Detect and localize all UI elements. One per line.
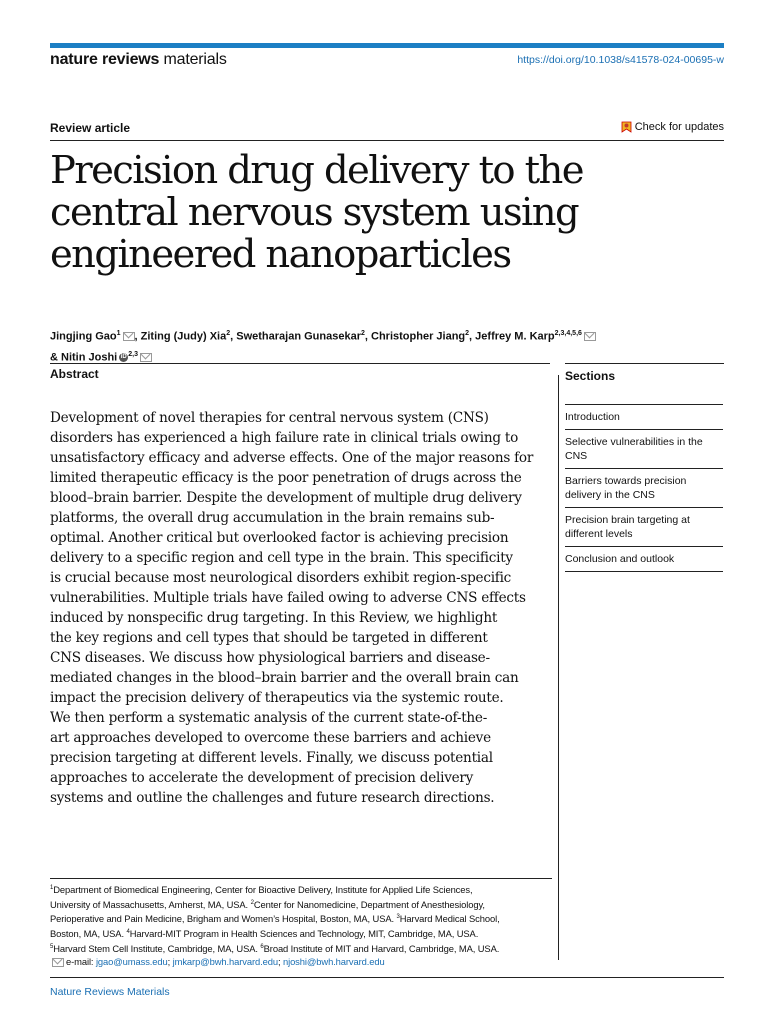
email-line: e-mail: jgao@umass.edu; jmkarp@bwh.harvard.edu; njoshi@bwh.harvard.edu (50, 955, 555, 969)
author-separator: , (469, 330, 476, 343)
author-name[interactable]: Ziting (Judy) Xia (140, 330, 227, 343)
author-list (50, 325, 670, 366)
mail-icon[interactable] (123, 332, 135, 341)
abstract-line: Development of novel therapies for central nervous system (CNS) (50, 410, 489, 426)
section-link[interactable]: Precision brain targeting at different levels (565, 508, 723, 547)
journal-name-light: materials (159, 51, 227, 68)
author-affiliation-marker: 2 (226, 330, 231, 337)
mail-icon[interactable] (140, 353, 152, 362)
author-name[interactable]: Christopher Jiang (371, 330, 466, 343)
abstract-line: delivery to a specific region and cell type in the brain. This specificity (50, 550, 513, 566)
abstract-line: We then perform a systematic analysis of the current state-of-the- (50, 710, 488, 726)
email-link-gao[interactable]: jgao@umass.edu (95, 956, 168, 968)
mail-icon[interactable] (584, 332, 596, 341)
abstract-line: approaches to accelerate the development of precision delivery (50, 770, 474, 786)
abstract-line: mediated changes in the blood–brain barrier and the overall brain can (50, 670, 519, 686)
sections-divider (565, 363, 724, 364)
footer-journal-name[interactable]: Nature Reviews Materials (50, 986, 170, 998)
article-title (50, 150, 720, 276)
affiliation-line-3: Perioperative and Pain Medicine, Brigham and Women’s Hospital, Boston, MA, USA. $^3$Harvard Medical School, (50, 913, 500, 925)
title-line: engineered nanoparticles (50, 232, 511, 277)
abstract-line: CNS diseases. We discuss how physiological barriers and disease- (50, 650, 490, 666)
email-link-karp[interactable]: jmkarp@bwh.harvard.edu (172, 956, 278, 968)
author-separator: & (50, 351, 61, 364)
mail-icon (52, 958, 64, 967)
check-for-updates-button[interactable] (621, 121, 724, 133)
abstract-line: precision targeting at different levels. Finally, we discuss potential (50, 750, 493, 766)
email-link-joshi[interactable]: njoshi@bwh.harvard.edu (282, 956, 385, 968)
affiliations-divider (50, 878, 552, 879)
journal-color-bar (50, 43, 724, 48)
abstract-heading: Abstract (50, 367, 99, 381)
sections-heading: Sections (565, 369, 616, 383)
affiliation-line-5: $^5$Harvard Stem Cell Institute, Cambridge, MA, USA. $^6$Broad Institute of MIT and Harvard, Cambridge, MA, USA. (50, 942, 500, 954)
author-affiliation-marker: 1 (116, 330, 121, 337)
abstract-line: platforms, the overall drug accumulation in the brain remains sub- (50, 510, 495, 526)
author-affiliation-marker: 2,3 (128, 350, 138, 358)
affiliations (50, 882, 555, 969)
article-type: Review article (50, 121, 131, 135)
affiliation-line-2: University of Massachusetts, Amherst, MA, USA. $^2$Center for Nanomedicine, Department of Anesthesiology, (50, 898, 485, 910)
abstract-text (50, 408, 555, 808)
author-affiliation-marker: 2 (465, 330, 470, 337)
section-link[interactable]: Introduction (565, 405, 723, 430)
journal-name-bold: nature reviews (50, 51, 160, 68)
author-name[interactable]: Jingjing Gao (50, 330, 117, 343)
abstract-line: the key regions and cell types that should be targeted in different (50, 630, 488, 646)
bookmark-update-icon (621, 121, 632, 133)
abstract-line: vulnerabilities. Multiple trials have failed owing to adverse CNS effects (50, 590, 526, 606)
affiliation-line-4: Boston, MA, USA. $^4$Harvard-MIT Program in Health Sciences and Technology, MIT, Cambridge, MA, USA. (50, 928, 479, 939)
abstract-line: blood–brain barrier. Despite the development of multiple drug delivery (50, 490, 522, 506)
header-divider (50, 140, 724, 141)
abstract-line: induced by nonspecific drug targeting. In this Review, we highlight (50, 610, 498, 626)
abstract-line: limited therapeutic efficacy is the poor penetration of drugs across the (50, 470, 522, 486)
author-name[interactable]: Jeffrey M. Karp (475, 330, 555, 343)
column-divider (558, 375, 559, 960)
abstract-line: unsatisfactory efficacy and adverse effects. One of the major reasons for (50, 450, 534, 466)
abstract-line: disorders has experienced a high failure rate in clinical trials owing to (50, 430, 518, 446)
orcid-icon[interactable]: iD (120, 353, 127, 360)
footer-divider (50, 977, 724, 978)
abstract-line: impact the precision delivery of therapeutics via the systemic route. (50, 690, 504, 706)
section-link[interactable]: Selective vulnerabilities in the CNS (565, 430, 723, 469)
author-separator: , (230, 330, 237, 343)
title-line: Precision drug delivery to the (50, 148, 583, 193)
abstract-line: art approaches developed to overcome these barriers and achieve (50, 730, 491, 746)
section-link[interactable]: Barriers towards precision delivery in the CNS (565, 469, 723, 508)
doi-link[interactable]: https://doi.org/10.1038/s41578-024-00695-w (517, 54, 724, 66)
abstract-line: systems and outline the challenges and future research directions. (50, 790, 495, 806)
author-affiliation-marker: 2 (360, 330, 365, 337)
author-affiliation-marker: 2,3,4,5,6 (554, 330, 582, 337)
author-separator: , (134, 330, 141, 343)
abstract-line: optimal. Another critical but overlooked factor is achieving precision (50, 530, 509, 546)
author-separator: , (364, 330, 372, 343)
author-name[interactable]: Swetharajan Gunasekar (236, 330, 361, 343)
affiliation-line-1: $^1$Department of Biomedical Engineering, Center for Bioactive Delivery, Institute for Applied Life Sciences, (50, 884, 473, 896)
title-line: central nervous system using (50, 190, 579, 235)
abstract-line: is crucial because most neurological disorders exhibit region-specific (50, 570, 512, 586)
section-link[interactable]: Conclusion and outlook (565, 547, 723, 572)
sections-list (565, 404, 723, 572)
author-name[interactable]: Nitin Joshi (61, 351, 118, 364)
journal-name[interactable] (50, 51, 227, 69)
abstract-divider (50, 363, 550, 364)
check-for-updates-label: Check for updates (634, 121, 724, 133)
